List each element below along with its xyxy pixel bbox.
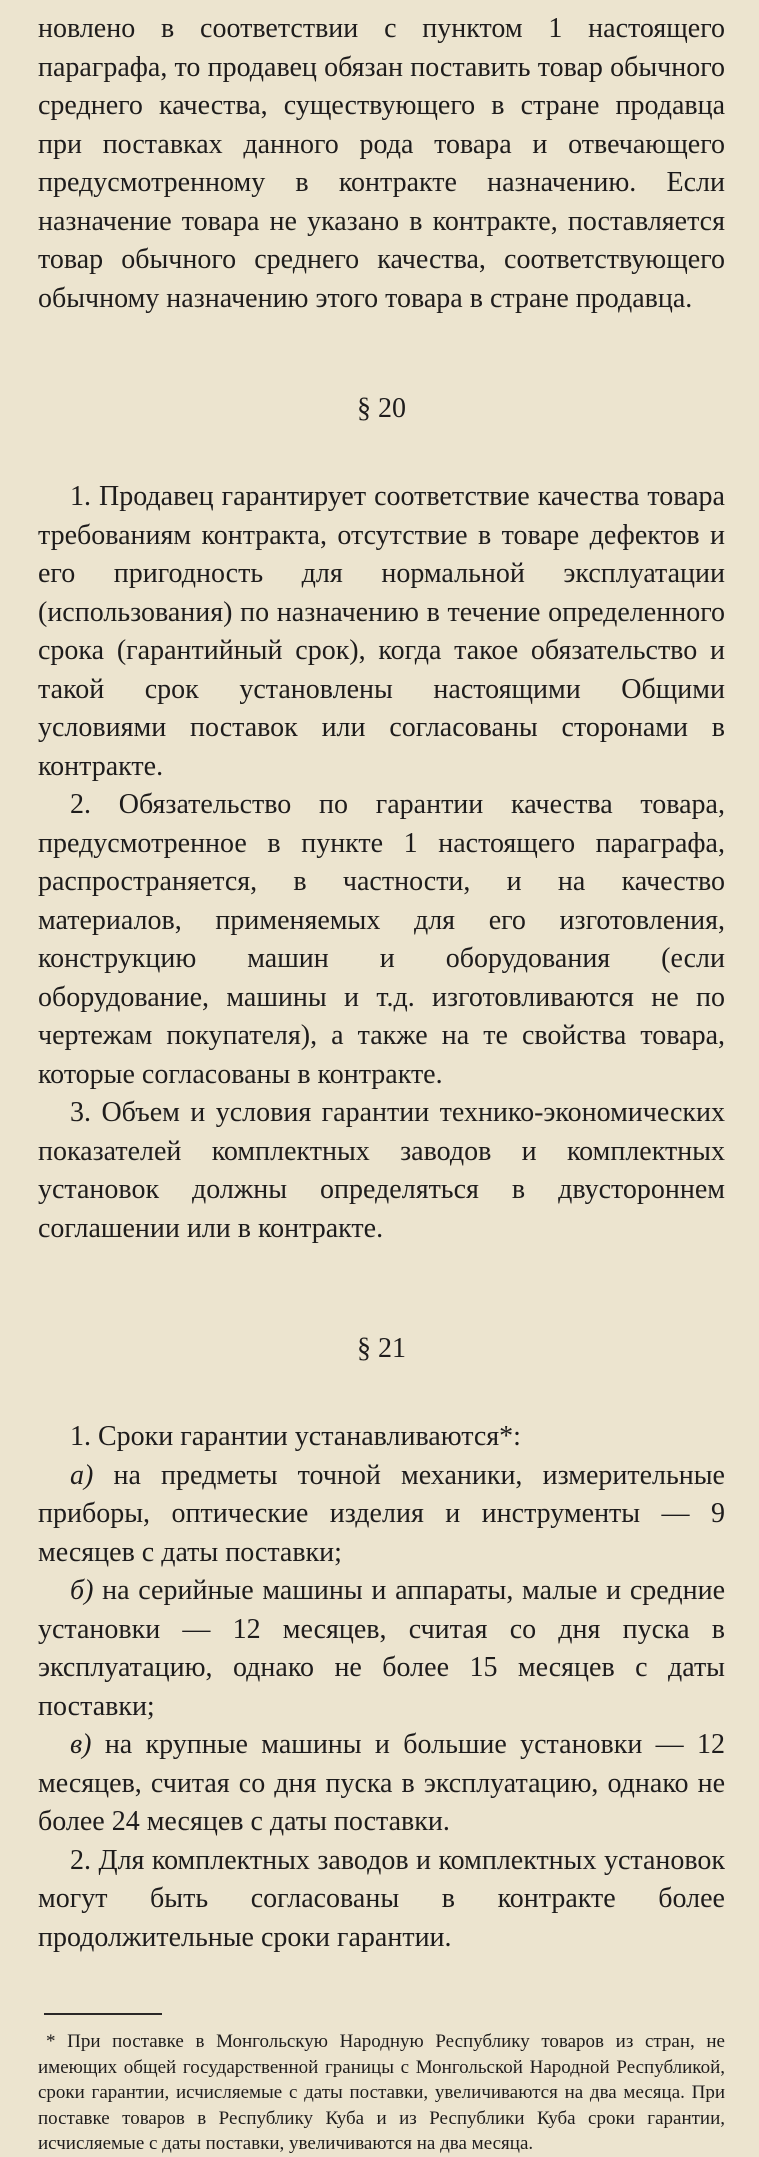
section-21-subitem-c — [38, 1726, 725, 1842]
subitem-a-text: на предметы точной механики, измерительные приборы, оптические изделия и инструменты — 9 месяцев с даты поставки; — [38, 1459, 725, 1568]
section-21-subitem-b — [38, 1572, 725, 1726]
intro-paragraph: новлено в соответствии с пунктом 1 настоящего параграфа, то продавец обязан поставить товар обычного среднего качества, существующего в стране продавца при поставках данного рода товара и отвечающего предусмотренному в контракте назначению. Если назначение товара не указано в контракте, поставляется товар обычного среднего качества, соответствующего обычному назначению этого товара в стране продавца. — [38, 13, 725, 314]
section-20-item-3: 3. Объем и условия гарантии технико-экономических показателей комплектных заводов и комплектных установок должны определяться в двустороннем соглашении или в контракте. — [38, 1097, 725, 1244]
section-21-item-1: 1. Сроки гарантии устанавливаются*: — [70, 1421, 521, 1452]
subitem-a-marker: а) — [70, 1459, 94, 1491]
section-21-subitem-a — [38, 1457, 725, 1573]
section-21-heading: § 21 — [357, 1333, 406, 1364]
subitem-c-marker: в) — [70, 1729, 92, 1760]
footnote: * При поставке в Монгольскую Народную Республику товаров из стран, не имеющих общей государственной границы с Монгольской Народной Республикой, сроки гарантии, исчисляемые с даты поставки, увеличиваются на два месяца. При поставке товаров в Республику Куба и из Республики Куба сроки гарантии, исчисляемые с даты поставки, увеличиваются на два месяца. — [38, 2031, 725, 2154]
subitem-b-marker: б) — [70, 1575, 94, 1606]
section-21-item-2: 2. Для комплектных заводов и комплектных установок могут быть согласованы в контракте более продолжительные сроки гарантии. — [38, 1844, 725, 1953]
subitem-c-text: на крупные машины и большие установки — 12 месяцев, считая со дня пуска в эксплуатацию, однако не более 24 месяцев с даты поставки. — [38, 1729, 725, 1837]
section-20-item-1: 1. Продавец гарантирует соответствие качества товара требованиям контракта, отсутствие в товаре дефектов и его пригодность для нормальной эксплуатации (использования) по назначению в течение определенного срока (гарантийный срок), когда такое обязательство и такой срок установлены настоящими Общими условиями поставок или согласованы сторонами в контракте. — [38, 481, 725, 782]
section-20-heading: § 20 — [357, 393, 406, 424]
section-20-item-2: 2. Обязательство по гарантии качества товара, предусмотренное в пункте 1 настоящего параграфа, распространяется, в частности, и на качество материалов, применяемых для его изготовления, конструкцию машин и оборудования (если оборудование, машины и т.д. изготовливаются не по чертежам покупателя), а также на те свойства товара, которые согласованы в контракте. — [38, 789, 725, 1090]
footnote-divider — [44, 2013, 162, 2015]
subitem-b-text: на серийные машины и аппараты, малые и средние установки — 12 месяцев, считая со дня пуска в эксплуатацию, однако не более 15 месяцев с даты поставки; — [38, 1575, 726, 1722]
